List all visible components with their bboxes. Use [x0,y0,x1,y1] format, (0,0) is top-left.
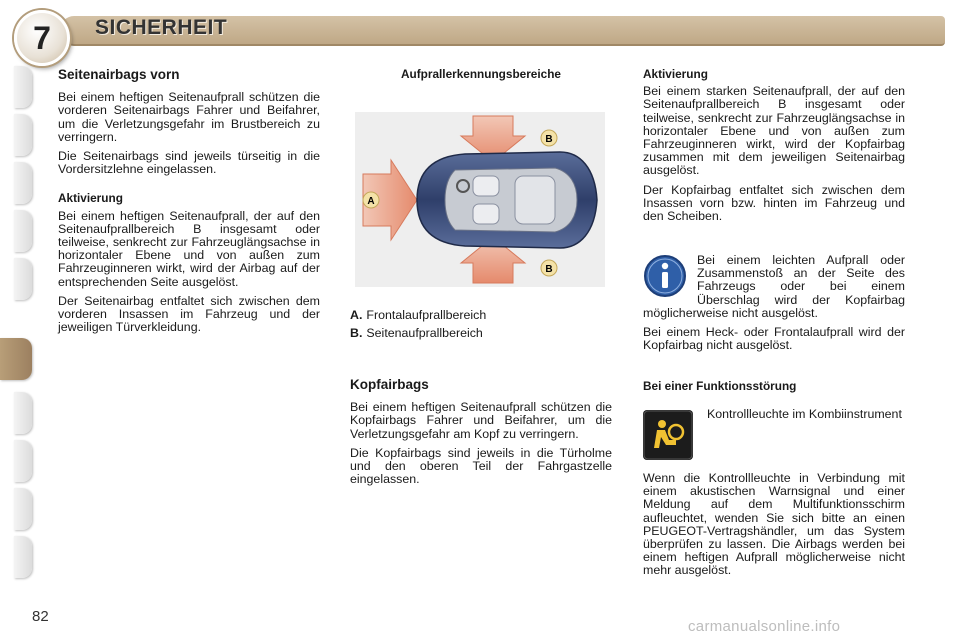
paragraph: Bei einem Heck- oder Frontalaufprall wird der Kopfairbag nicht ausgelöst. [643,325,905,353]
car-top-view-illustration [355,112,605,287]
legend-key: A. [350,308,363,322]
warning-light-label: Kontrollleuchte im Kombiinstrument [707,407,902,421]
watermark: carmanualsonline.info [688,618,841,635]
chapter-tab[interactable] [14,488,32,530]
zone-b-label-bottom: B [545,264,553,275]
paragraph: Die Seitenairbags sind jeweils türseitig in die Vordersitzlehne eingelassen. [58,149,320,177]
paragraph: Bei einem heftigen Seitenaufprall, der auf den Seitenaufprallbereich B insgesamt oder teilweise, senkrecht zur Fahrzeuglängsachse in horizontaler Ebene und von außen zum Fahrzeuginneren wirkt, wird der Airbag auf der entsprechenden Seite ausgelöst. [58,208,320,289]
paragraph: Bei einem heftigen Seitenaufprall schützen die vorderen Seitenairbags Fahrer und Beifahrer, um die Verletzungsgefahr im Brustbereich zu verringern. [58,90,320,144]
chapter-badge: 7 [14,10,70,66]
chapter-tab[interactable] [14,440,32,482]
page-number: 82 [32,608,49,625]
subsection-heading: Aktivierung [643,67,708,81]
chapter-tab-active[interactable] [0,338,32,380]
info-icon [643,254,687,298]
left-column [58,68,320,340]
malfunction-section [643,379,905,578]
paragraph: Bei einem heftigen Seitenaufprall schützen die Kopfairbags Fahrer und Beifahrer, um die Verletzungsgefahr am Kopf zu verringern. [350,400,612,441]
legend-key: B. [350,326,363,340]
legend-text: Frontalaufprallbereich [366,308,487,322]
chapter-tab[interactable] [14,258,32,300]
paragraph: Bei einem starken Seitenaufprall, der auf den Seitenaufprallbereich B insgesamt oder teilweise, senkrecht zur Fahrzeuglängsachse in horizontaler Ebene und von außen zum Fahrzeuginneren wirkt, wird der Kopfairbag zusammen mit dem jeweiligen Seitenairbag ausgelöst. [643,84,905,178]
chapter-tab[interactable] [14,536,32,578]
section-heading: Seitenairbags vorn [58,67,180,82]
legend-item [350,306,486,324]
chapter-tab[interactable] [14,66,32,108]
chapter-tabs [0,66,34,576]
paragraph: Wenn die Kontrollleuchte in Verbindung mit einem akustischen Warnsignal und einer Meldung auf dem Multifunktionsschirm aufleuchtet, wenden Sie sich bitte an einen PEUGEOT-Vertragshändler, um das System überprüfen zu lassen. Die Airbags werden bei einem heftigen Aufprall möglicherweise nicht mehr ausgelöst. [643,471,905,578]
paragraph: Der Kopfairbag entfaltet sich zwischen dem Insassen vorn bzw. hinten im Fahrzeug und den Scheiben. [643,182,905,224]
legend-text: Seitenaufprallbereich [366,326,483,340]
right-column [643,68,905,229]
paragraph: Bei einem leichten Aufprall oder Zusammenstoß an der Seite des Fahrzeugs oder bei einem Überschlag wird der Kopfairbag möglicherweise nicht ausgelöst. [643,253,905,320]
chapter-tab[interactable] [14,114,32,156]
legend-item [350,324,486,342]
subsection-heading: Aktivierung [58,191,123,206]
impact-zones-diagram [355,112,605,287]
airbag-warning-light-icon [643,410,693,460]
paragraph: Die Kopfairbags sind jeweils in die Türholme und den oberen Teil der Fahrgastzelle eingelassen. [350,445,612,487]
kopfairbags-section [350,378,612,492]
chapter-tab[interactable] [14,210,32,252]
zone-a-label: A [367,196,375,207]
diagram-legend [350,306,486,342]
page-title: SICHERHEIT [95,16,228,39]
diagram-title: Aufprallerkennungsbereiche [401,67,561,81]
middle-column [350,68,612,81]
chapter-tab[interactable] [14,392,32,434]
zone-b-label-top: B [545,134,553,145]
section-heading: Kopfairbags [350,377,429,392]
subsection-heading: Bei einer Funktionsstörung [643,379,797,393]
paragraph: Der Seitenairbag entfaltet sich zwischen dem vorderen Insassen im Fahrzeug und der jeweiligen Türverkleidung. [58,293,320,335]
info-note [643,254,905,358]
chapter-tab[interactable] [14,162,32,204]
